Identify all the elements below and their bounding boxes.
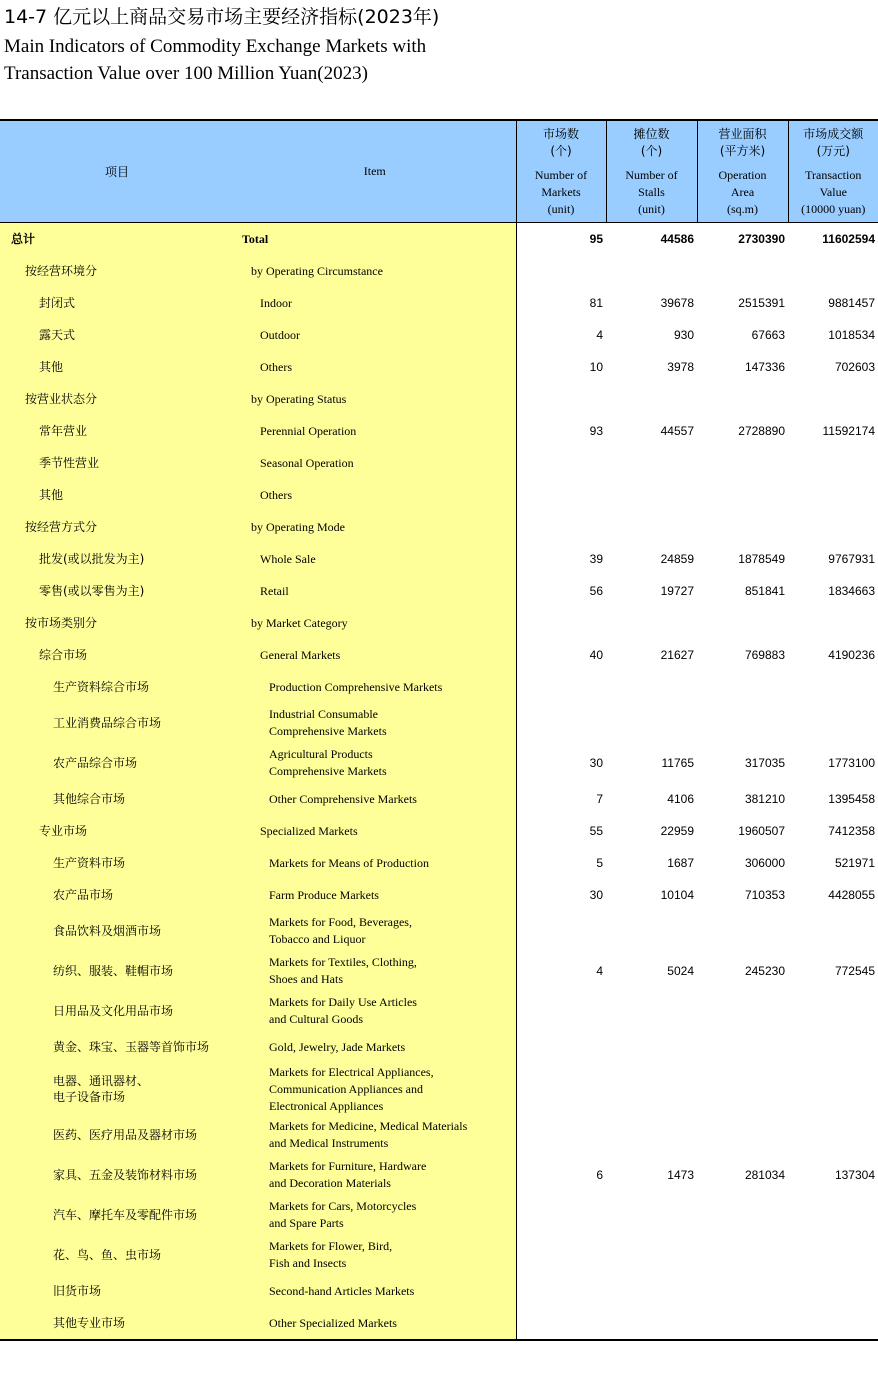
cell-stalls: 10104 (660, 888, 694, 902)
cell-stalls (606, 1195, 697, 1235)
cell-value (788, 911, 878, 951)
cell-area: 2515391 (738, 296, 785, 310)
cell-markets (516, 671, 606, 703)
row-item-cn: 其他 (0, 351, 234, 383)
table-row (0, 703, 878, 743)
cell-markets: 81 (589, 296, 603, 310)
row-item-en: Markets for Textiles, Clothing, Shoes and Hats (234, 951, 516, 991)
cell-markets (516, 1063, 606, 1115)
row-item-cn: 家具、五金及装饰材料市场 (0, 1155, 234, 1195)
cell-stalls (606, 1275, 697, 1307)
row-item-cn: 食品饮料及烟酒市场 (0, 911, 234, 951)
cell-stalls: 11765 (661, 756, 694, 770)
table-row (0, 319, 878, 351)
cell-area (697, 1195, 788, 1235)
row-item-en: Farm Produce Markets (234, 879, 516, 911)
cell-markets: 95 (516, 223, 606, 256)
cell-area: 381210 (744, 792, 785, 806)
header-area (697, 120, 788, 223)
header-stalls-cn: 摊位数 (个) (633, 127, 670, 158)
cell-area: 851841 (744, 584, 785, 598)
cell-value (788, 1235, 878, 1275)
row-item-cn: 按营业状态分 (0, 383, 234, 415)
cell-value (788, 255, 878, 287)
cell-markets (516, 479, 606, 511)
cell-value: 4190236 (828, 648, 875, 662)
table-row (0, 543, 878, 575)
cell-markets: 4 (596, 328, 603, 342)
cell-stalls: 5024 (667, 964, 694, 978)
row-item-cn: 黄金、珠宝、玉器等首饰市场 (0, 1031, 234, 1063)
table-row (0, 415, 878, 447)
cell-stalls: 3978 (667, 360, 694, 374)
cell-markets: 10 (589, 360, 603, 374)
table-row (0, 607, 878, 639)
header-item-cn: 项目 (0, 120, 234, 223)
cell-markets: 30 (589, 888, 603, 902)
cell-area (697, 447, 788, 479)
cell-value (788, 1195, 878, 1235)
cell-value: 11592174 (822, 424, 875, 438)
header-item-en: Item (234, 120, 516, 223)
row-item-en: Gold, Jewelry, Jade Markets (234, 1031, 516, 1063)
row-item-en: Markets for Flower, Bird, Fish and Insects (234, 1235, 516, 1275)
row-item-cn: 电器、通讯器材、 电子设备市场 (0, 1063, 234, 1115)
row-item-en: Markets for Furniture, Hardware and Decoration Materials (234, 1155, 516, 1195)
cell-stalls: 21627 (660, 648, 694, 662)
cell-area: 317035 (744, 756, 785, 770)
table-row (0, 223, 878, 256)
row-item-en: Markets for Means of Production (234, 847, 516, 879)
table-row (0, 575, 878, 607)
table-row (0, 847, 878, 879)
table-row (0, 671, 878, 703)
row-item-cn: 其他综合市场 (0, 783, 234, 815)
cell-stalls (606, 1235, 697, 1275)
header-area-en: Operation Area (sq.m) (718, 168, 767, 216)
cell-markets: 93 (589, 424, 603, 438)
page-title-en-line2: Transaction Value over 100 Million Yuan(2023) (4, 63, 368, 84)
cell-area (697, 1275, 788, 1307)
cell-stalls (606, 1031, 697, 1063)
cell-area: 306000 (744, 856, 785, 870)
cell-stalls (606, 383, 697, 415)
cell-markets (516, 911, 606, 951)
cell-stalls (606, 447, 697, 479)
cell-markets (516, 991, 606, 1031)
cell-markets: 30 (589, 756, 603, 770)
table-row (0, 1195, 878, 1235)
row-item-en: Outdoor (234, 319, 516, 351)
cell-value (788, 511, 878, 543)
cell-value (788, 1031, 878, 1063)
table-row (0, 879, 878, 911)
cell-markets: 40 (589, 648, 603, 662)
row-item-en: Agricultural Products Comprehensive Markets (234, 743, 516, 783)
header-value-cn: 市场成交额 (万元) (803, 127, 864, 158)
cell-value (788, 447, 878, 479)
row-item-cn: 专业市场 (0, 815, 234, 847)
cell-area: 769883 (744, 648, 785, 662)
row-item-en: by Operating Status (234, 383, 516, 415)
cell-stalls (606, 703, 697, 743)
table-body (0, 223, 878, 1341)
cell-area: 67663 (751, 328, 785, 342)
table-row (0, 783, 878, 815)
row-item-cn: 纺织、服装、鞋帽市场 (0, 951, 234, 991)
row-item-en: Markets for Daily Use Articles and Cultural Goods (234, 991, 516, 1031)
row-item-cn: 农产品市场 (0, 879, 234, 911)
cell-markets (516, 383, 606, 415)
cell-markets (516, 1235, 606, 1275)
cell-area (697, 383, 788, 415)
cell-markets (516, 703, 606, 743)
cell-stalls: 1687 (667, 856, 694, 870)
row-item-en: General Markets (234, 639, 516, 671)
cell-stalls: 39678 (660, 296, 694, 310)
header-area-cn: 营业面积 (平方米) (718, 127, 767, 158)
table-row (0, 1115, 878, 1155)
cell-value: 7412358 (828, 824, 875, 838)
row-item-en: Industrial Consumable Comprehensive Markets (234, 703, 516, 743)
cell-stalls: 24859 (660, 552, 694, 566)
table-row (0, 1063, 878, 1115)
row-item-en: Markets for Electrical Appliances, Communication Appliances and Electronical Appliances (234, 1063, 516, 1115)
cell-area (697, 671, 788, 703)
cell-stalls (606, 511, 697, 543)
row-item-cn: 日用品及文化用品市场 (0, 991, 234, 1031)
row-item-cn: 其他专业市场 (0, 1307, 234, 1340)
row-item-en: by Market Category (234, 607, 516, 639)
cell-area (697, 703, 788, 743)
table-row (0, 383, 878, 415)
cell-stalls (606, 255, 697, 287)
cell-markets (516, 447, 606, 479)
cell-area (697, 1235, 788, 1275)
table-row (0, 639, 878, 671)
row-item-cn: 汽车、摩托车及零配件市场 (0, 1195, 234, 1235)
table-row (0, 1031, 878, 1063)
cell-value (788, 607, 878, 639)
cell-markets (516, 1031, 606, 1063)
cell-value: 772545 (834, 964, 875, 978)
cell-markets: 6 (596, 1168, 603, 1182)
row-item-en: Markets for Food, Beverages, Tobacco and Liquor (234, 911, 516, 951)
cell-stalls (606, 1063, 697, 1115)
table-row (0, 287, 878, 319)
row-item-cn: 总计 (0, 223, 234, 256)
cell-value (788, 1307, 878, 1340)
row-item-cn: 生产资料综合市场 (0, 671, 234, 703)
row-item-en: Seasonal Operation (234, 447, 516, 479)
cell-stalls (606, 991, 697, 1031)
cell-value: 4428055 (828, 888, 875, 902)
row-item-cn: 其他 (0, 479, 234, 511)
cell-value: 521971 (834, 856, 875, 870)
row-item-cn: 按市场类别分 (0, 607, 234, 639)
cell-value: 137304 (834, 1168, 875, 1182)
cell-value: 1834663 (828, 584, 875, 598)
cell-area (697, 911, 788, 951)
cell-markets (516, 255, 606, 287)
table-header-row (0, 120, 878, 223)
cell-value (788, 671, 878, 703)
cell-value: 1018534 (828, 328, 875, 342)
cell-stalls (606, 607, 697, 639)
cell-markets: 4 (596, 964, 603, 978)
cell-stalls (606, 911, 697, 951)
table-row (0, 911, 878, 951)
row-item-en: Indoor (234, 287, 516, 319)
cell-stalls: 22959 (660, 824, 694, 838)
cell-value: 9881457 (828, 296, 875, 310)
cell-value: 9767931 (828, 552, 875, 566)
cell-markets (516, 607, 606, 639)
cell-area (697, 1031, 788, 1063)
row-item-cn: 按经营方式分 (0, 511, 234, 543)
row-item-en: Others (234, 479, 516, 511)
row-item-en: Markets for Medicine, Medical Materials and Medical Instruments (234, 1115, 516, 1155)
table-row (0, 1307, 878, 1340)
cell-stalls (606, 1115, 697, 1155)
cell-stalls: 19727 (660, 584, 694, 598)
table-row (0, 351, 878, 383)
row-item-cn: 工业消费品综合市场 (0, 703, 234, 743)
row-item-cn: 按经营环境分 (0, 255, 234, 287)
cell-markets: 55 (589, 824, 603, 838)
cell-area (697, 1063, 788, 1115)
row-item-cn: 花、鸟、鱼、虫市场 (0, 1235, 234, 1275)
cell-stalls (606, 671, 697, 703)
cell-area: 2728890 (738, 424, 785, 438)
table-row (0, 1155, 878, 1195)
cell-stalls: 4106 (667, 792, 694, 806)
row-item-cn: 露天式 (0, 319, 234, 351)
row-item-en: Retail (234, 575, 516, 607)
indicator-table (0, 119, 878, 1341)
cell-markets: 39 (589, 552, 603, 566)
cell-area (697, 607, 788, 639)
table-row (0, 511, 878, 543)
cell-stalls (606, 479, 697, 511)
cell-markets: 5 (596, 856, 603, 870)
header-value-en: Transaction Value (10000 yuan) (801, 168, 866, 216)
cell-stalls: 44557 (660, 424, 694, 438)
cell-markets: 7 (596, 792, 603, 806)
cell-area: 147336 (744, 360, 785, 374)
cell-value: 1773100 (828, 756, 875, 770)
row-item-cn: 封闭式 (0, 287, 234, 319)
cell-value (788, 991, 878, 1031)
cell-stalls (606, 1307, 697, 1340)
cell-area (697, 479, 788, 511)
row-item-en: by Operating Mode (234, 511, 516, 543)
row-item-en: by Operating Circumstance (234, 255, 516, 287)
table-row (0, 1275, 878, 1307)
cell-markets (516, 511, 606, 543)
header-value (788, 120, 878, 223)
row-item-en: Whole Sale (234, 543, 516, 575)
cell-value (788, 1063, 878, 1115)
cell-area: 281034 (744, 1168, 785, 1182)
cell-area: 1878549 (738, 552, 785, 566)
row-item-en: Perennial Operation (234, 415, 516, 447)
header-markets-en: Number of Markets (unit) (534, 168, 588, 216)
table-row (0, 1235, 878, 1275)
cell-area (697, 511, 788, 543)
cell-area: 710353 (744, 888, 785, 902)
table-row (0, 479, 878, 511)
cell-markets (516, 1115, 606, 1155)
row-item-cn: 旧货市场 (0, 1275, 234, 1307)
row-item-en: Specialized Markets (234, 815, 516, 847)
row-item-en: Others (234, 351, 516, 383)
cell-area (697, 1307, 788, 1340)
header-markets (516, 120, 606, 223)
cell-value: 1395458 (828, 792, 875, 806)
row-item-cn: 批发(或以批发为主) (0, 543, 234, 575)
table-row (0, 743, 878, 783)
row-item-cn: 生产资料市场 (0, 847, 234, 879)
row-item-cn: 零售(或以零售为主) (0, 575, 234, 607)
cell-value (788, 703, 878, 743)
row-item-en: Other Specialized Markets (234, 1307, 516, 1340)
page-title-cn: 14-7 亿元以上商品交易市场主要经济指标(2023年) (4, 6, 440, 28)
row-item-cn: 农产品综合市场 (0, 743, 234, 783)
row-item-cn: 综合市场 (0, 639, 234, 671)
cell-markets (516, 1195, 606, 1235)
cell-stalls: 44586 (606, 223, 697, 256)
table-row (0, 255, 878, 287)
page-title-en-line1: Main Indicators of Commodity Exchange Markets with (4, 36, 427, 57)
cell-markets (516, 1275, 606, 1307)
header-stalls (606, 120, 697, 223)
row-item-cn: 医药、医疗用品及器材市场 (0, 1115, 234, 1155)
cell-value (788, 479, 878, 511)
cell-area: 245230 (744, 964, 785, 978)
cell-markets: 56 (589, 584, 603, 598)
cell-stalls: 1473 (667, 1168, 694, 1182)
cell-value: 702603 (834, 360, 875, 374)
row-item-en: Total (234, 223, 516, 256)
cell-markets (516, 1307, 606, 1340)
cell-area (697, 255, 788, 287)
cell-area (697, 991, 788, 1031)
row-item-en: Second-hand Articles Markets (234, 1275, 516, 1307)
table-row (0, 951, 878, 991)
cell-value (788, 383, 878, 415)
row-item-en: Markets for Cars, Motorcycles and Spare Parts (234, 1195, 516, 1235)
table-row (0, 447, 878, 479)
header-markets-cn: 市场数 (个) (542, 127, 579, 158)
row-item-en: Production Comprehensive Markets (234, 671, 516, 703)
row-item-en: Other Comprehensive Markets (234, 783, 516, 815)
header-stalls-en: Number of Stalls (unit) (625, 168, 678, 216)
cell-area (697, 1115, 788, 1155)
table-row (0, 991, 878, 1031)
row-item-cn: 季节性营业 (0, 447, 234, 479)
cell-stalls: 930 (673, 328, 694, 342)
table-row (0, 815, 878, 847)
cell-value (788, 1115, 878, 1155)
cell-value: 11602594 (788, 223, 878, 256)
cell-value (788, 1275, 878, 1307)
cell-area: 2730390 (697, 223, 788, 256)
cell-area: 1960507 (738, 824, 785, 838)
row-item-cn: 常年营业 (0, 415, 234, 447)
